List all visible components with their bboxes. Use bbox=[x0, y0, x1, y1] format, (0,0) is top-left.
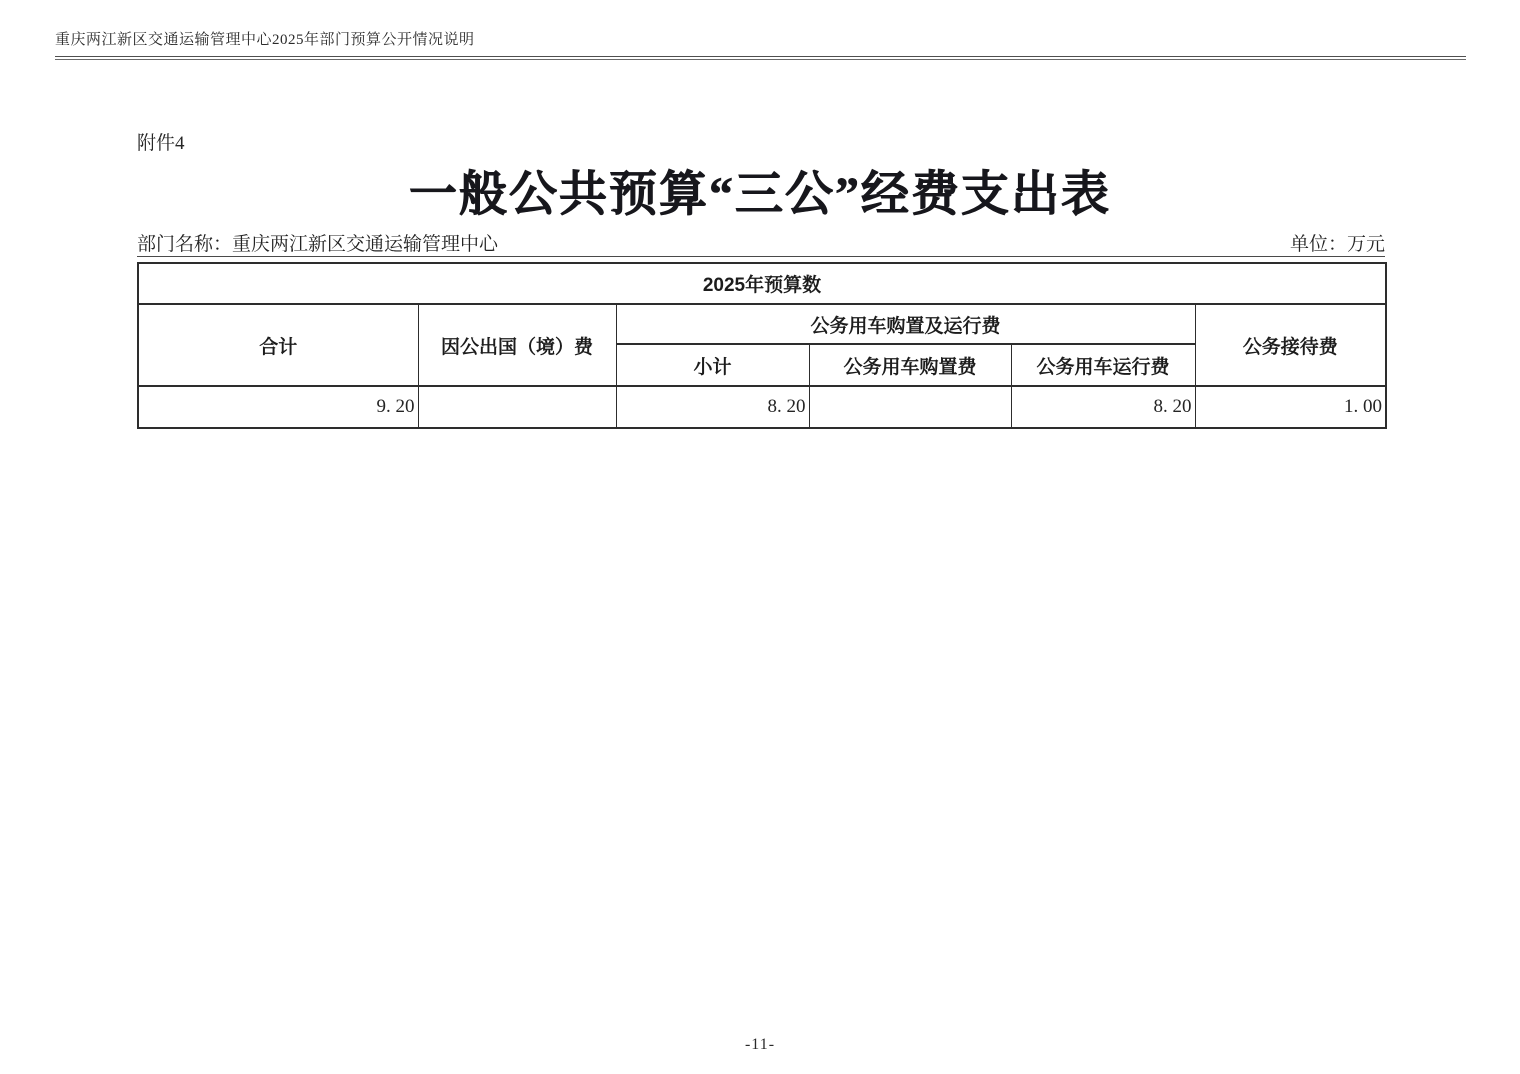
page-number: -11- bbox=[744, 1036, 776, 1053]
value-total: 9. 20 bbox=[138, 386, 418, 428]
year-header-cell: 2025年预算数 bbox=[138, 263, 1386, 304]
col-header-reception: 公务接待费 bbox=[1195, 304, 1386, 386]
header-rule bbox=[55, 56, 1466, 60]
page-header bbox=[55, 28, 1466, 60]
budget-table bbox=[137, 262, 1387, 429]
col-header-vehicle-purchase: 公务用车购置费 bbox=[809, 344, 1011, 386]
table-row-data bbox=[138, 386, 1386, 428]
col-header-vehicle-operation: 公务用车运行费 bbox=[1011, 344, 1195, 386]
value-vehicle-operation: 8. 20 bbox=[1011, 386, 1195, 428]
table-row-group-header bbox=[138, 304, 1386, 344]
unit-label: 单位：万元 bbox=[1289, 234, 1385, 255]
col-header-total: 合计 bbox=[138, 304, 418, 386]
col-header-vehicle-group: 公务用车购置及运行费 bbox=[616, 304, 1195, 344]
value-vehicle-subtotal: 8. 20 bbox=[616, 386, 809, 428]
department-name: 部门名称：重庆两江新区交通运输管理中心 bbox=[137, 234, 499, 255]
value-abroad bbox=[418, 386, 616, 428]
value-vehicle-purchase bbox=[809, 386, 1011, 428]
col-header-abroad: 因公出国（境）费 bbox=[418, 304, 616, 386]
page-title: 一般公共预算“三公”经费支出表 bbox=[408, 168, 1111, 221]
value-reception: 1. 00 bbox=[1195, 386, 1386, 428]
meta-row bbox=[137, 229, 1385, 256]
table-row-year bbox=[138, 263, 1386, 304]
attachment-label: 附件4 bbox=[137, 133, 185, 154]
meta-rule bbox=[137, 256, 1385, 257]
page-header-note: 重庆两江新区交通运输管理中心2025年部门预算公开情况说明 bbox=[55, 32, 475, 48]
col-header-vehicle-subtotal: 小计 bbox=[616, 344, 809, 386]
